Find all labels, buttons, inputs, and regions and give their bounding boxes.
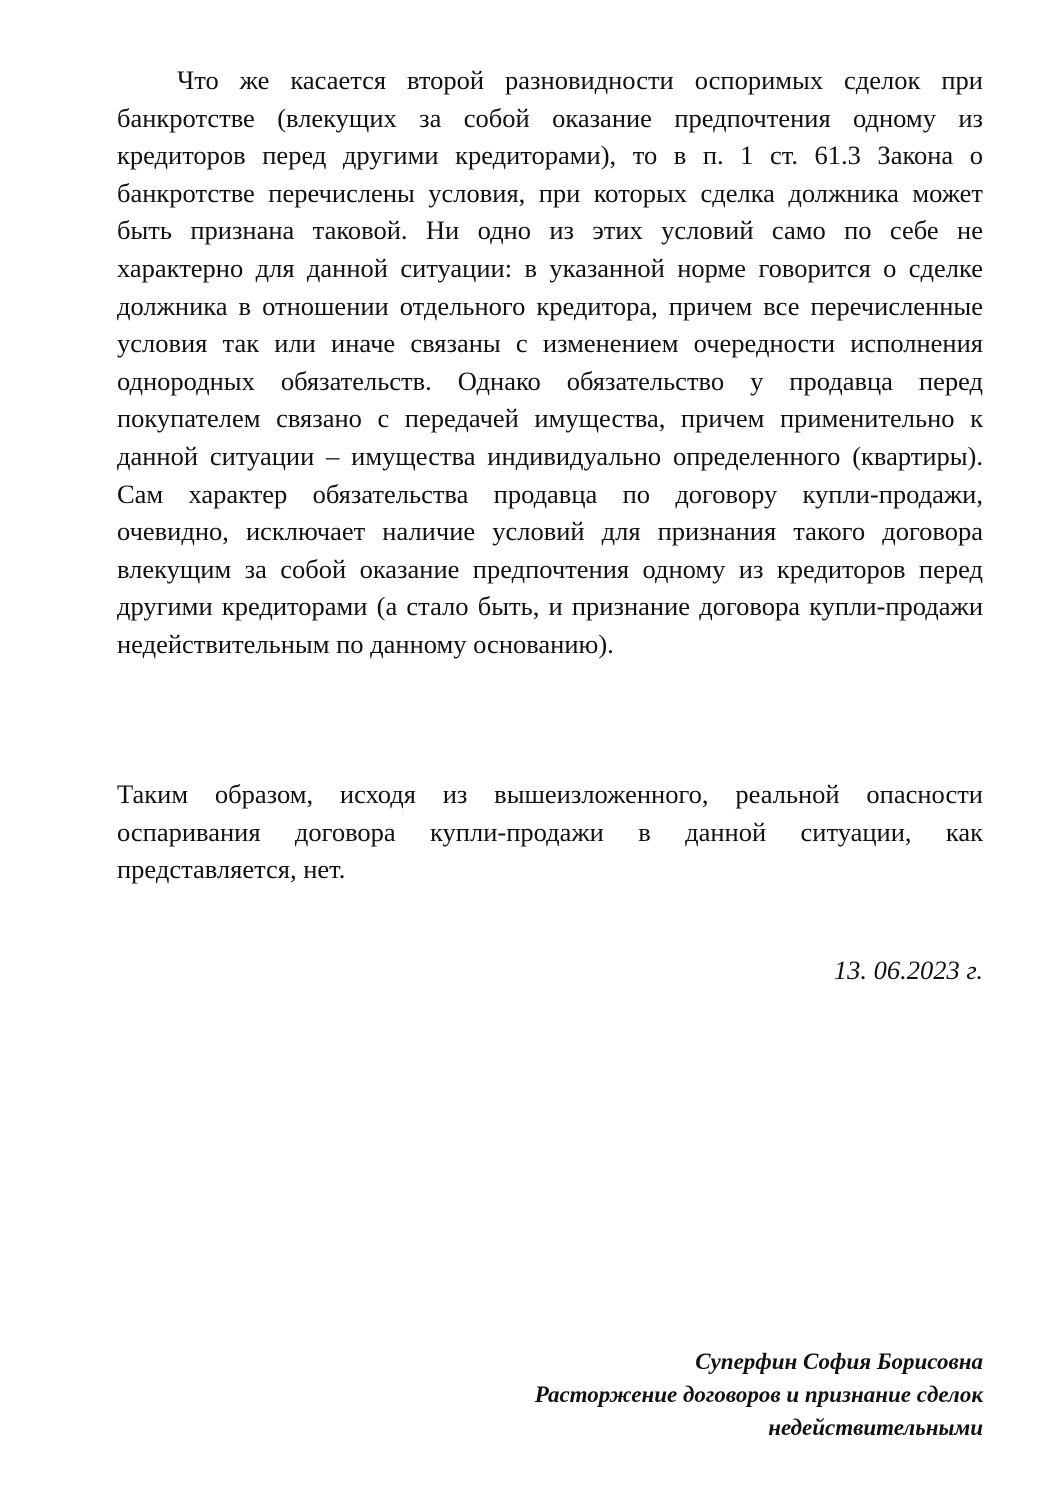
document-date: 13. 06.2023 г. [833,955,983,985]
signature-title-line-1: Расторжение договоров и признание сделок [534,1382,983,1407]
body-paragraph-conclusion-analysis: Что же касается второй разновидности оспоримых сделок при банкротстве (влекущих за собой оказание предпочтения одному из кредиторов перед другими кредиторами), то в п. 1 ст. 61.3 Закона о банкротстве перечислены условия, при которых сделка должника может быть признана таковой. Ни одно из этих условий само по себе не характерно для данной ситуации: в указанной норме говорится о сделке должника в отношении отдельного кредитора, причем все перечисленные условия так или иначе связаны с изменением очередности исполнения однородных обязательств. Однако обязательство у продавца перед покупателем связано с передачей имущества, причем применительно к данной ситуации – имущества индивидуально определенного (квартиры). Сам характер обязательства продавца по договору купли-продажи, очевидно, исключает наличие условий для признания такого договора влекущим за собой оказание предпочтения одному из кредиторов перед другими кредиторами (а стало быть, и признание договора купли-продажи недействительным по данному основанию). [117,65,983,659]
signature-block [283,1345,983,1444]
signature-title-line-2: недействительными [768,1415,983,1440]
body-paragraph-summary: Таким образом, исходя из вышеизложенного, реальной опасности оспаривания договора купли-продажи в данной ситуации, как представляется, нет. [117,779,983,885]
signature-author: Суперфин София Борисовна [695,1349,983,1374]
